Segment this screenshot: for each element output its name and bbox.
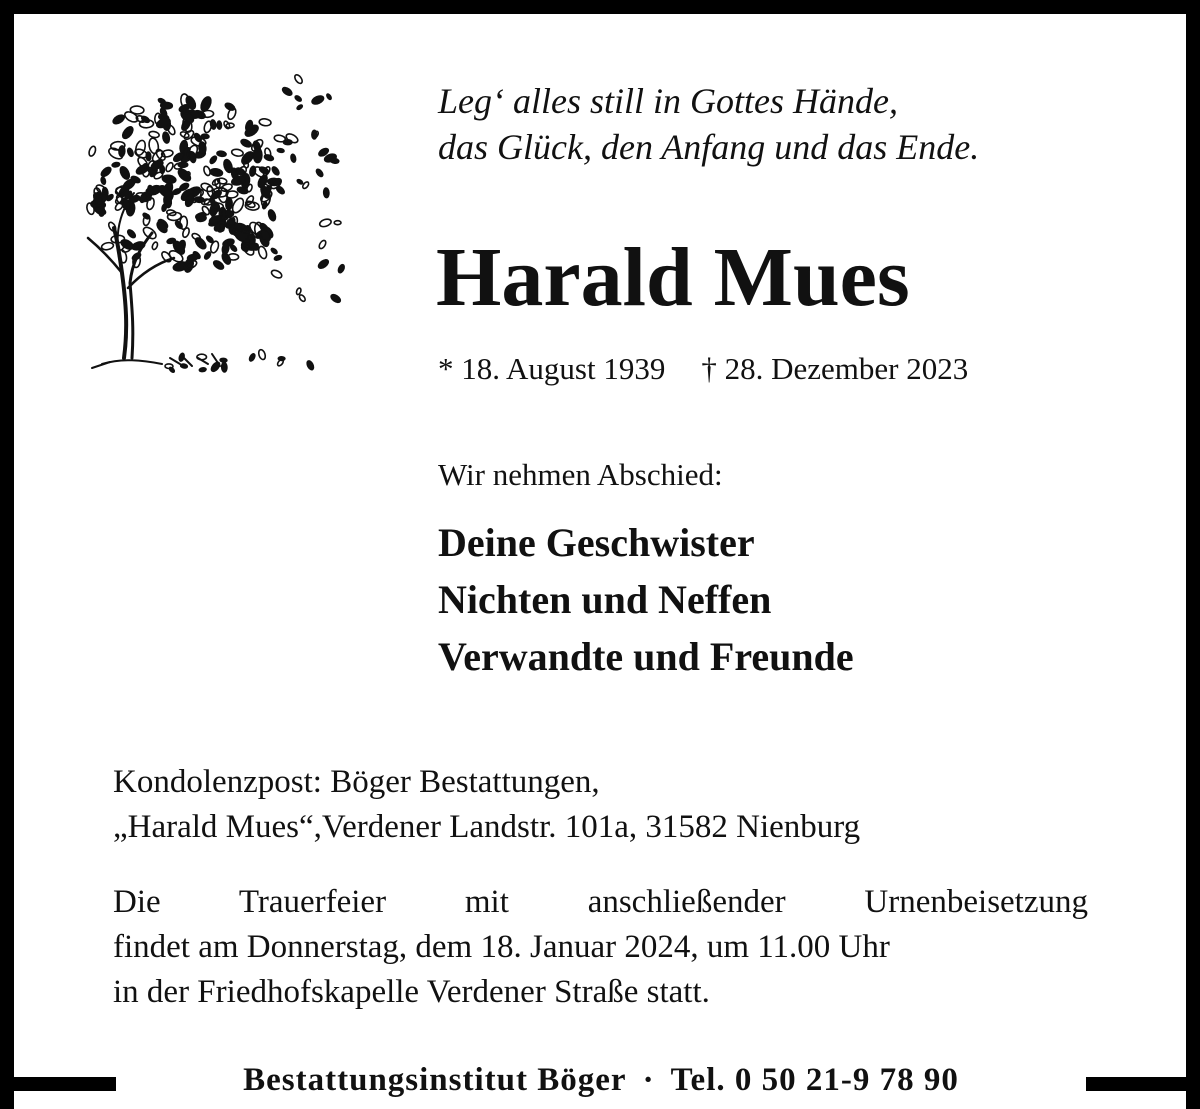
tree-drawing [62, 58, 352, 388]
tree-leaf [290, 153, 297, 162]
condolence-address [113, 760, 1088, 850]
tree-leaf [151, 241, 158, 250]
tree-leaf [99, 165, 112, 178]
tree-leaf [107, 221, 117, 232]
tree-leaf [296, 178, 304, 185]
death-date: † 28. Dezember 2023 [701, 351, 969, 386]
farewell-intro: Wir nehmen Abschied: [438, 457, 723, 492]
tree-leaf [310, 94, 325, 106]
service-line-2: findet am Donnerstag, dem 18. Januar 2024, um 11.00 Uhr [113, 929, 890, 965]
quote-line-1: Leg‘ alles still in Gottes Hände, [438, 81, 898, 121]
tree-leaf [317, 258, 331, 271]
tree-leaf [205, 235, 214, 244]
tree-leaf [100, 176, 106, 185]
tree-leaf [203, 120, 212, 133]
service-line-3: in der Friedhofskapelle Verdener Straße statt. [113, 974, 710, 1010]
tree-leaf [231, 148, 244, 157]
tree-leaf [118, 145, 125, 157]
footer-separator: · [642, 1062, 655, 1098]
tree-leaf [141, 225, 158, 241]
mourners-list [438, 514, 854, 685]
funeral-home-footer [116, 1062, 1086, 1099]
tree-leaf [330, 157, 340, 164]
tree-leaf [172, 187, 183, 195]
funeral-home-phone: Tel. 0 50 21-9 78 90 [670, 1062, 959, 1098]
service-line-1: Die Trauerfeier mit anschließender Urnenbeisetzung [113, 884, 1088, 920]
tree-leaf [167, 212, 181, 221]
tree-leaf [180, 363, 188, 369]
birth-date: * 18. August 1939 [438, 351, 666, 386]
tree-leaf [165, 364, 173, 369]
tree-leaf [197, 354, 207, 360]
tree-leaf [201, 134, 210, 139]
tree-leaf [298, 294, 306, 303]
tree-leaf [134, 139, 147, 156]
tree-leaf [209, 360, 221, 373]
tree-leaf [273, 254, 282, 261]
tree-leaf [319, 218, 332, 228]
tree-leaf [209, 155, 219, 165]
tree-leaf [334, 221, 341, 225]
tree-leaf [94, 207, 102, 212]
quote-line-2: das Glück, den Anfang und das Ende. [438, 127, 980, 167]
mourner-group: Deine Geschwister [438, 520, 755, 565]
tree-leaf [165, 162, 175, 173]
tree-leaf [329, 293, 342, 305]
tree-leaf [253, 147, 262, 163]
tree-leaf [178, 352, 185, 362]
tree-leaf [111, 113, 126, 126]
tree-leaf [277, 148, 285, 153]
tree-leaf [187, 253, 199, 261]
tree-leaf [126, 147, 134, 157]
tree-leaf [270, 247, 278, 255]
tree-leaf [263, 154, 274, 162]
frame-bottom-right-border [1086, 1077, 1200, 1091]
tree-leaf [160, 102, 173, 110]
tree-leaf [216, 150, 227, 157]
tree-leaf [224, 101, 236, 111]
tree-leaf [248, 353, 256, 363]
tree-leaf [126, 228, 137, 239]
deceased-name: Harald Mues [436, 231, 910, 324]
tree-leaf [161, 174, 176, 185]
frame-bottom-left-border [0, 1077, 116, 1091]
tree-leaf [323, 188, 329, 199]
tree-leaf [293, 73, 303, 84]
frame-right-border [1186, 0, 1200, 1109]
tree-leaf [101, 242, 114, 251]
frame-left-border [0, 0, 14, 1109]
tree-leaf [305, 360, 315, 372]
condolence-line-1: Kondolenzpost: Böger Bestattungen, [113, 764, 600, 800]
tree-leaf [191, 232, 201, 241]
tree-leaf [276, 359, 284, 367]
tree-leaf [315, 168, 325, 178]
tree-leaf [155, 220, 169, 235]
mourner-group: Verwandte und Freunde [438, 634, 854, 679]
tree-leaf [296, 104, 304, 111]
tree-leaf [281, 86, 294, 98]
tree-leaf [257, 245, 268, 259]
tree-leaf [221, 362, 227, 372]
tree-leaf [209, 168, 223, 178]
condolence-line-2: „Harald Mues“,Verdener Landstr. 101a, 31582 Nienburg [113, 809, 861, 845]
tree-leaf [149, 131, 160, 139]
life-dates [438, 349, 968, 389]
tree-leaf [294, 94, 303, 102]
mourner-group: Nichten und Neffen [438, 577, 772, 622]
tree-leaf [283, 139, 292, 145]
tree-leaf [88, 145, 97, 157]
tree-leaf [146, 152, 152, 161]
tree-leaf [118, 165, 131, 181]
tree-leaf [318, 239, 327, 249]
poem-quote [438, 78, 979, 170]
tree-leaf [267, 209, 277, 222]
frame-top-border [0, 0, 1200, 14]
tree-leaf [337, 263, 346, 274]
tree-leaf [130, 106, 144, 115]
tree-leaf [111, 162, 120, 168]
tree-leaf [259, 118, 272, 126]
tree-leaf [258, 349, 267, 361]
windblown-tree-icon [62, 58, 352, 388]
tree-leaf [120, 125, 135, 141]
tree-leaf [275, 185, 286, 196]
tree-leaf [326, 93, 333, 101]
tree-leaf [199, 367, 207, 372]
funeral-home-name: Bestattungsinstitut Böger [243, 1062, 627, 1098]
tree-leaf [270, 269, 283, 280]
tree-leaf [240, 138, 253, 149]
tree-leaf [217, 121, 222, 130]
tree-leaf [262, 201, 268, 209]
tree-leaf [271, 165, 281, 176]
funeral-service-info [113, 880, 1088, 1015]
